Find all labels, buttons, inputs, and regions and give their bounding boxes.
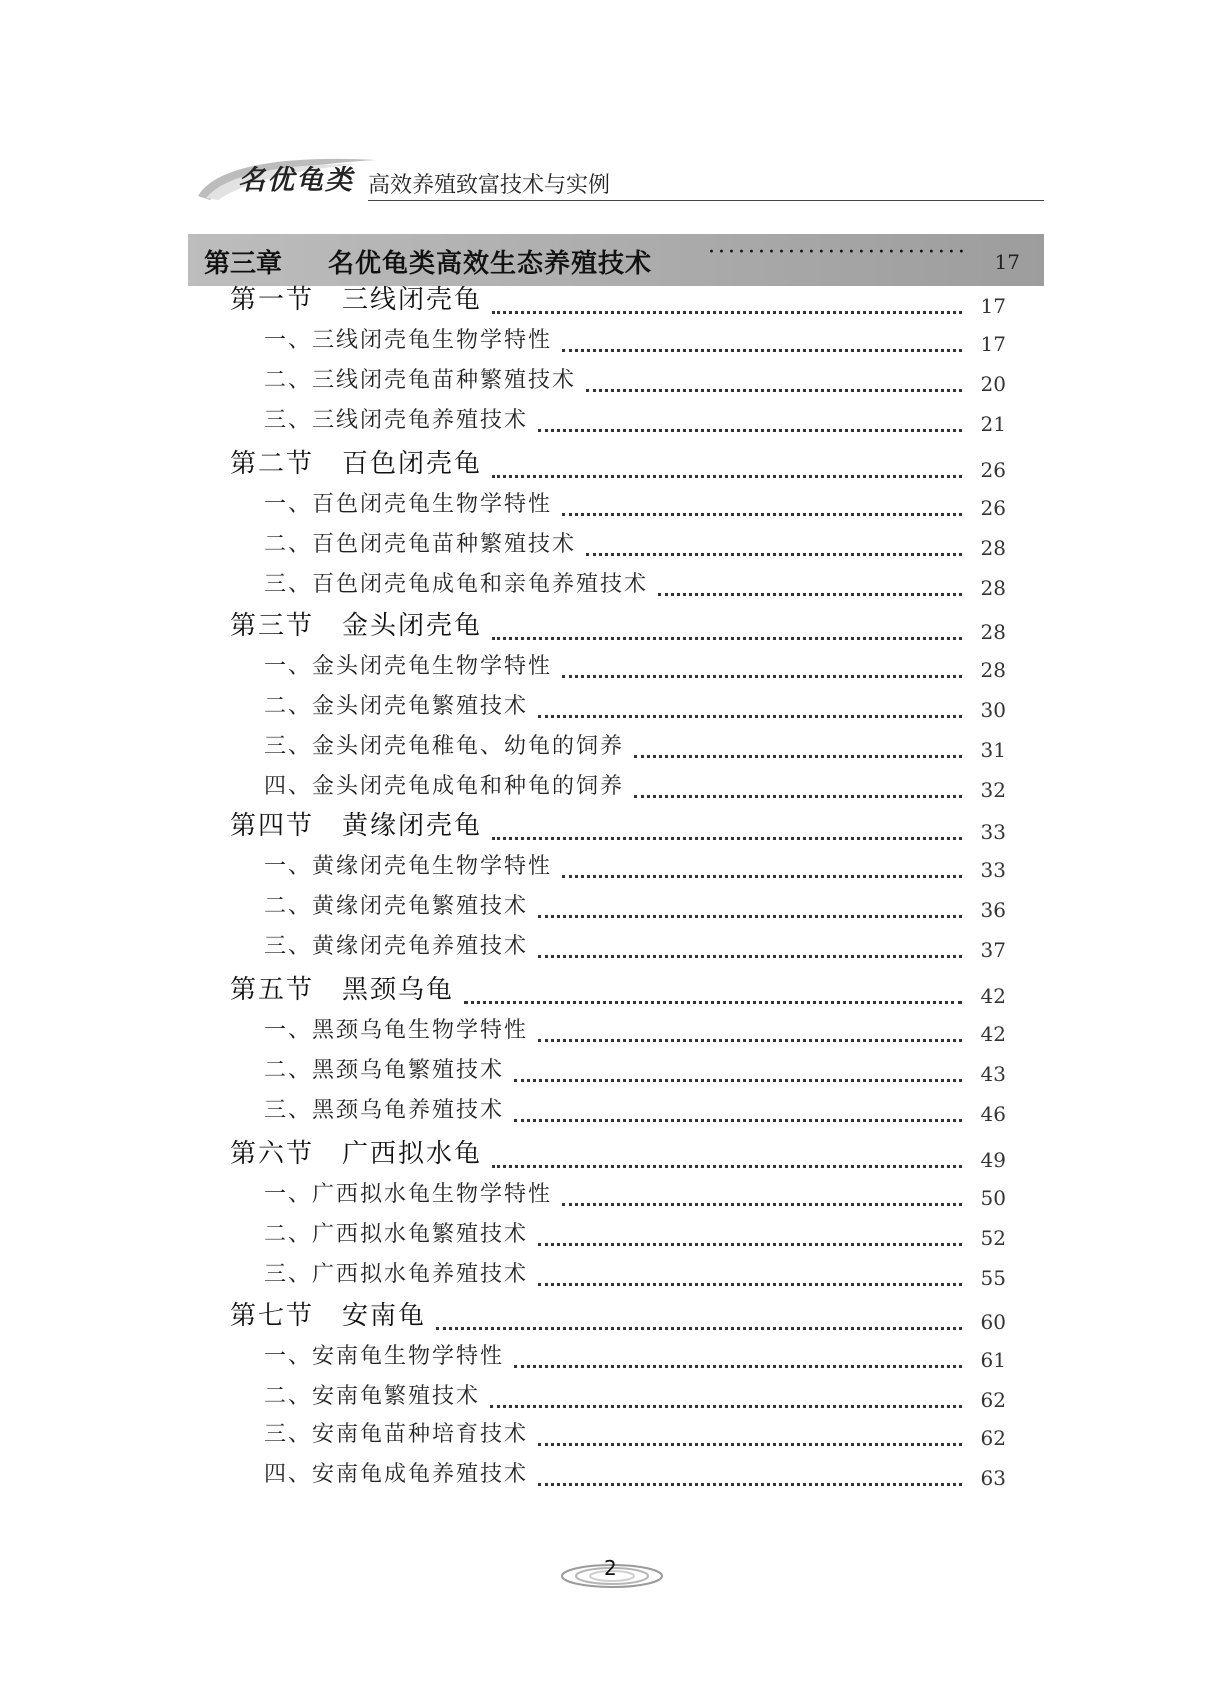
toc-subsection-entry[interactable] [264, 320, 1006, 358]
toc-page-number: 52 [980, 1226, 1006, 1250]
toc-leader-dots [538, 1483, 962, 1486]
toc-page-number: 21 [980, 412, 1006, 436]
toc-entry-label: 二、安南龟繁殖技术 [264, 1384, 481, 1409]
toc-leader-dots [538, 1243, 962, 1246]
toc-subsection-entry[interactable] [264, 646, 1006, 684]
toc-section-entry[interactable] [230, 808, 1006, 846]
toc-subsection-entry[interactable] [264, 1376, 1006, 1414]
toc-page-number: 62 [980, 1388, 1006, 1412]
toc-page-number: 33 [980, 858, 1006, 882]
toc-leader-dots [538, 1039, 962, 1042]
toc-leader-dots [562, 875, 962, 878]
toc-page-number: 30 [980, 698, 1006, 722]
toc-leader-dots [562, 349, 962, 352]
toc-subsection-entry[interactable] [264, 484, 1006, 522]
toc-entry-label: 三、黄缘闭壳龟养殖技术 [264, 934, 529, 959]
toc-section-entry[interactable] [230, 446, 1006, 484]
toc-leader-dots [464, 1001, 962, 1004]
chapter-number: 第三章 [204, 249, 283, 279]
toc-page-number: 37 [980, 938, 1006, 962]
toc-leader-dots [492, 1165, 962, 1168]
toc-page-number: 42 [980, 984, 1006, 1008]
toc-subsection-entry[interactable] [264, 766, 1006, 804]
toc-page-number: 60 [980, 1310, 1006, 1334]
toc-leader-dots [562, 1203, 962, 1206]
toc-subsection-entry[interactable] [264, 1174, 1006, 1212]
toc-page-number: 28 [980, 576, 1006, 600]
toc-page-number: 17 [980, 294, 1006, 318]
toc-leader-dots [514, 1365, 962, 1368]
toc-subsection-entry[interactable] [264, 1254, 1006, 1292]
toc-subsection-entry[interactable] [264, 1336, 1006, 1374]
toc-subsection-entry[interactable] [264, 1414, 1006, 1452]
toc-subsection-entry[interactable] [264, 524, 1006, 562]
toc-page-number: 28 [980, 620, 1006, 644]
toc-entry-label: 三、百色闭壳龟成龟和亲龟养殖技术 [264, 572, 649, 597]
toc-leader-dots [492, 475, 962, 478]
toc-entry-label: 一、三线闭壳龟生物学特性 [264, 328, 553, 353]
toc-entry-label: 第七节 安南龟 [230, 1301, 427, 1331]
toc-leader-dots [586, 389, 962, 392]
toc-entry-label: 第五节 黑颈乌龟 [230, 975, 455, 1005]
toc-leader-dots [538, 429, 962, 432]
toc-page-number: 32 [980, 778, 1006, 802]
toc-entry-label: 二、黑颈乌龟繁殖技术 [264, 1058, 505, 1083]
toc-entry-label: 第六节 广西拟水龟 [230, 1139, 483, 1169]
toc-entry-label: 第一节 三线闭壳龟 [230, 285, 483, 315]
toc-entry-label: 二、广西拟水龟繁殖技术 [264, 1222, 529, 1247]
toc-leader-dots [634, 795, 962, 798]
toc-entry-label: 二、金头闭壳龟繁殖技术 [264, 694, 529, 719]
toc-page-number: 31 [980, 738, 1006, 762]
toc-page-number: 49 [980, 1148, 1006, 1172]
chapter-leader-dots: ·························· [708, 240, 968, 265]
toc-subsection-entry[interactable] [264, 360, 1006, 398]
toc-page-number: 26 [980, 496, 1006, 520]
toc-leader-dots [658, 593, 962, 596]
toc-entry-label: 二、黄缘闭壳龟繁殖技术 [264, 894, 529, 919]
chapter-title: 名优龟类高效生态养殖技术 [328, 249, 653, 279]
toc-page-number: 28 [980, 536, 1006, 560]
toc-section-entry[interactable] [230, 1136, 1006, 1174]
toc-entry-label: 三、黑颈乌龟养殖技术 [264, 1098, 505, 1123]
toc-page-number: 62 [980, 1426, 1006, 1450]
toc-subsection-entry[interactable] [264, 886, 1006, 924]
toc-subsection-entry[interactable] [264, 686, 1006, 724]
page-footer [558, 1556, 668, 1596]
toc-subsection-entry[interactable] [264, 926, 1006, 964]
toc-section-entry[interactable] [230, 972, 1006, 1010]
toc-entry-label: 四、金头闭壳龟成龟和种龟的饲养 [264, 774, 625, 799]
toc-entry-label: 一、百色闭壳龟生物学特性 [264, 492, 553, 517]
toc-entry-label: 一、黑颈乌龟生物学特性 [264, 1018, 529, 1043]
toc-page-number: 61 [980, 1348, 1006, 1372]
toc-subsection-entry[interactable] [264, 1050, 1006, 1088]
toc-leader-dots [514, 1119, 962, 1122]
toc-leader-dots [514, 1079, 962, 1082]
toc-leader-dots [538, 915, 962, 918]
toc-leader-dots [562, 513, 962, 516]
toc-subsection-entry[interactable] [264, 1010, 1006, 1048]
toc-entry-label: 第二节 百色闭壳龟 [230, 449, 483, 479]
page-number: 2 [604, 1556, 617, 1580]
toc-page-number: 17 [980, 332, 1006, 356]
toc-subsection-entry[interactable] [264, 726, 1006, 764]
toc-entry-label: 一、金头闭壳龟生物学特性 [264, 654, 553, 679]
toc-leader-dots [538, 1283, 962, 1286]
toc-entry-label: 一、广西拟水龟生物学特性 [264, 1182, 553, 1207]
toc-leader-dots [492, 837, 962, 840]
toc-leader-dots [562, 675, 962, 678]
toc-entry-label: 三、金头闭壳龟稚龟、幼龟的饲养 [264, 734, 625, 759]
toc-page-number: 63 [980, 1466, 1006, 1490]
chapter-page-number: 17 [994, 250, 1020, 274]
toc-page-number: 55 [980, 1266, 1006, 1290]
toc-page-number: 26 [980, 458, 1006, 482]
toc-subsection-entry[interactable] [264, 400, 1006, 438]
toc-entry-label: 三、广西拟水龟养殖技术 [264, 1262, 529, 1287]
toc-entry-label: 四、安南龟成龟养殖技术 [264, 1462, 529, 1487]
toc-page-number: 33 [980, 820, 1006, 844]
toc-page-number: 43 [980, 1062, 1006, 1086]
toc-entry-label: 一、黄缘闭壳龟生物学特性 [264, 854, 553, 879]
toc-entry-label: 三、安南龟苗种培育技术 [264, 1422, 529, 1447]
toc-page-number: 50 [980, 1186, 1006, 1210]
toc-entry-label: 第三节 金头闭壳龟 [230, 611, 483, 641]
toc-leader-dots [436, 1327, 962, 1330]
toc-entry-label: 二、三线闭壳龟苗种繁殖技术 [264, 368, 577, 393]
toc-leader-dots [586, 553, 962, 556]
toc-page-number: 28 [980, 658, 1006, 682]
toc-subsection-entry[interactable] [264, 564, 1006, 602]
toc-section-entry[interactable] [230, 1298, 1006, 1336]
toc-leader-dots [538, 955, 962, 958]
toc-subsection-entry[interactable] [264, 1454, 1006, 1492]
toc-entry-label: 二、百色闭壳龟苗种繁殖技术 [264, 532, 577, 557]
toc-page-number: 20 [980, 372, 1006, 396]
toc-entry-label: 三、三线闭壳龟养殖技术 [264, 408, 529, 433]
toc-section-entry[interactable] [230, 608, 1006, 646]
toc-subsection-entry[interactable] [264, 846, 1006, 884]
toc-leader-dots [492, 637, 962, 640]
toc-page-number: 36 [980, 898, 1006, 922]
toc-page-number: 46 [980, 1102, 1006, 1126]
header-book-title: 高效养殖致富技术与实例 [368, 173, 611, 198]
toc-leader-dots [634, 755, 962, 758]
header-logo-text: 名优龟类 [238, 165, 354, 196]
toc-subsection-entry[interactable] [264, 1214, 1006, 1252]
toc-page-number: 42 [980, 1022, 1006, 1046]
toc-leader-dots [538, 1443, 962, 1446]
toc-leader-dots [492, 311, 962, 314]
toc-leader-dots [490, 1405, 962, 1408]
toc-leader-dots [538, 715, 962, 718]
toc-section-entry[interactable] [230, 282, 1006, 320]
toc-entry-label: 第四节 黄缘闭壳龟 [230, 811, 483, 841]
toc-entry-label: 一、安南龟生物学特性 [264, 1344, 505, 1369]
toc-subsection-entry[interactable] [264, 1090, 1006, 1128]
